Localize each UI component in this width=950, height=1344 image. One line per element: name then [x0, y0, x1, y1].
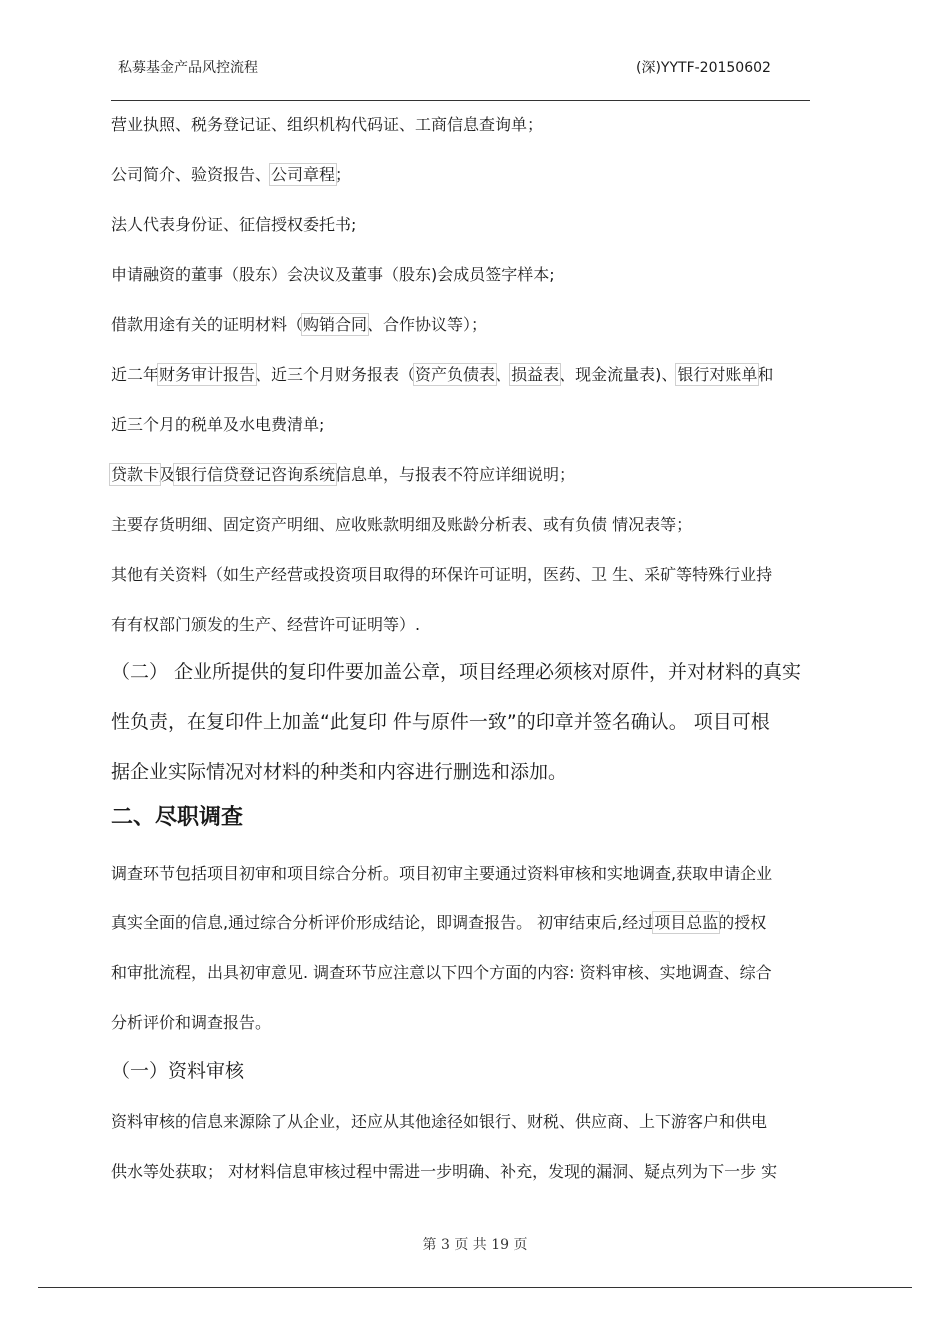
section-heading: 二、尽职调查 — [111, 805, 244, 830]
doc-line-19: 分析评价和调查报告。 — [111, 1013, 272, 1032]
doc-line-2 — [111, 162, 351, 188]
doc-line-22: 供水等处获取； 对材料信息审核过程中需进一步明确、补充，发现的漏洞、疑点列为下一步 实 — [111, 1162, 778, 1181]
doc-line-3: 法人代表身份证、征信授权委托书; — [111, 215, 357, 234]
text-span: 借款用途有关的证明材料（ — [111, 315, 304, 334]
doc-line-4: 申请融资的董事（股东）会决议及董事（股东)会成员签字样本; — [111, 265, 555, 284]
doc-line-8 — [111, 462, 575, 488]
highlighted-term: 财务审计报告 — [159, 365, 256, 384]
text-span: 的授权 — [718, 913, 767, 932]
highlighted-term: 损益表 — [511, 365, 560, 384]
doc-line-5 — [111, 312, 487, 338]
doc-line-11: 有有权部门颁发的生产、经营许可证明等）. — [111, 615, 421, 634]
highlighted-term: 购销合同 — [303, 315, 368, 334]
text-span: 公司简介、验资报告、 — [111, 165, 272, 184]
page-number: 3 — [440, 1237, 450, 1253]
doc-line-12: （二） 企业所提供的复印件要加盖公章，项目经理必须核对原件，并对材料的真实 — [111, 661, 802, 683]
doc-line-16: 调查环节包括项目初审和项目综合分析。项目初审主要通过资料审核和实地调查,获取申请企业 — [111, 864, 773, 883]
highlighted-term: 公司章程 — [271, 165, 336, 184]
doc-line-21: 资料审核的信息来源除了从企业，还应从其他途径如银行、财税、供应商、上下游客户和供电 — [111, 1112, 768, 1131]
doc-line-7: 近三个月的税单及水电费清单; — [111, 415, 325, 434]
doc-line-14: 据企业实际情况对材料的种类和内容进行删选和添加。 — [111, 761, 568, 783]
highlighted-term: 贷款卡 — [111, 465, 160, 484]
doc-line-6 — [111, 362, 773, 388]
footer-label: 页 共 — [454, 1237, 487, 1253]
footer-rule — [38, 1287, 912, 1288]
text-span: 近二年 — [111, 365, 160, 384]
page-footer — [0, 1234, 950, 1254]
footer-label: 页 — [513, 1237, 528, 1253]
doc-line-13: 性负责，在复印件上加盖“此复印 件与原件一致”的印章并签名确认。 项目可根 — [111, 711, 770, 733]
highlighted-term: 项目总监 — [654, 913, 719, 932]
doc-line-17 — [111, 910, 766, 936]
header-rule — [111, 100, 810, 101]
text-span: 信息单，与报表不符应详细说明； — [335, 465, 576, 484]
text-span: 、 — [495, 365, 512, 384]
doc-line-10: 其他有关资料（如生产经营或投资项目取得的环保许可证明，医药、卫 生、采矿等特殊行业持 — [111, 565, 773, 584]
total-pages: 19 — [491, 1237, 510, 1253]
text-span: 、近三个月财务报表（ — [255, 365, 416, 384]
header-title: 私募基金产品风控流程 — [118, 60, 258, 76]
subsection-heading: （一）资料审核 — [111, 1060, 245, 1082]
text-span: 和 — [757, 365, 774, 384]
doc-line-1: 营业执照、税务登记证、组织机构代码证、工商信息查询单； — [111, 115, 544, 134]
highlighted-term: 银行对账单 — [677, 365, 758, 384]
text-span: 真实全面的信息,通过综合分析评价形成结论，即调查报告。 初审结束后,经过 — [111, 913, 655, 932]
text-span: 及 — [159, 465, 176, 484]
text-span: 、合作协议等）； — [367, 315, 488, 334]
text-span: 、现金流量表)、 — [559, 365, 678, 384]
doc-line-18: 和审批流程，出具初审意见. 调查环节应注意以下四个方面的内容: 资料审核、实地调查、综合 — [111, 963, 772, 982]
text-span: ； — [335, 165, 352, 184]
highlighted-term: 银行信贷登记咨询系统 — [175, 465, 336, 484]
footer-label: 第 — [422, 1237, 437, 1253]
header-doc-number: (深)YYTF-20150602 — [636, 60, 771, 76]
highlighted-term: 资产负债表 — [415, 365, 496, 384]
doc-line-9: 主要存货明细、固定资产明细、应收账款明细及账龄分析表、或有负债 情况表等； — [111, 515, 693, 534]
